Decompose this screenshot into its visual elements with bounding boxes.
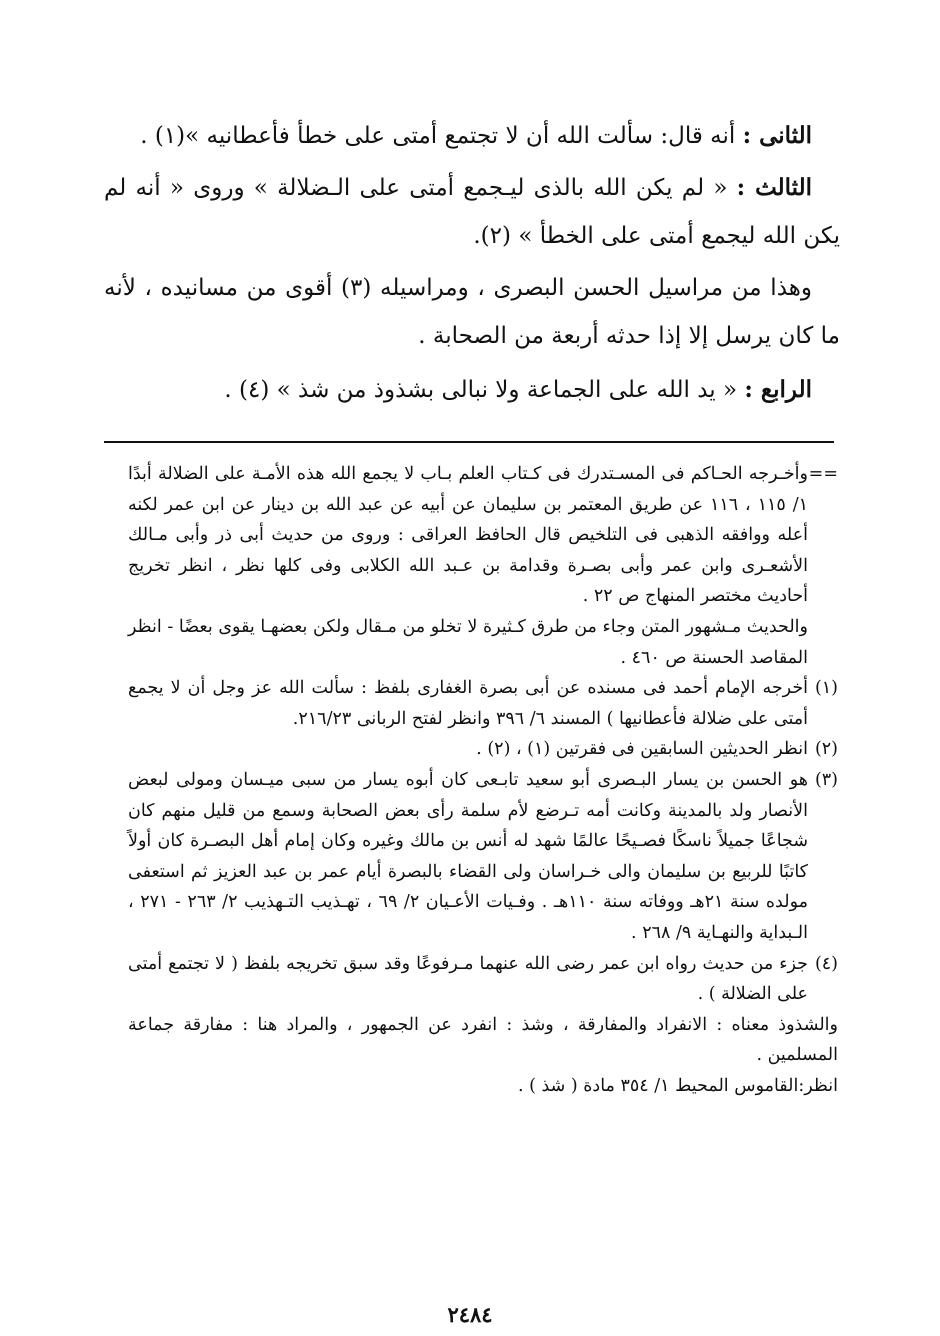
main-text [104,112,840,414]
footnote-marker: (١) [814,678,838,699]
paragraph-third [104,164,840,260]
footnote-text: هو الحسن بن يسار البـصرى أبو سعيد تابـعى كان أبوه يسار من سبى ميـسان ومولى لبعض الأنصار ولد بالمدينة وكانت أمه تـرضع لأم سلمة رأى بعض الصحابة وسمع من قليل منهم كان شجاعًا جميلاً ناسكًا فصـيحًا عالمًا شهد له أنس بن مالك وغيره وكان إمام أهل البصـرة كان أولاً كاتبًا للربيع بن سليمان والى خـراسان ولى القضاء بالبصرة أيام عمر بن عبد العزيز ثم استعفى مولده سنة ٢١هـ ووفاته سنة ١١٠هـ . وفـيات الأعـيان ٢/ ٦٩ ، تهـذيب التـهذيب ٢/ ٢٦٣ - ٢٧١ ، الـبداية والنهـاية ٩/ ٢٦٨ . [128,769,808,943]
paragraph-text: أنه قال: سألت الله أن لا تجتمع أمتى على خطأ فأعطانيه »(١) . [140,123,743,149]
footnote-text: انظر الحديثين السابقين فى فقرتين (١) ، (٢) . [476,739,808,760]
footnote-4 [128,949,838,1010]
paragraph-lead: الثانى : [742,122,812,149]
footnote-divider [104,441,834,443]
continuation-mark: == [808,464,838,484]
paragraph-hasan: وهذا من مراسيل الحسن البصرى ، ومراسيله (٣) أقوى من مسانيده ، لأنه ما كان يرسل إلا إذا حدثه أربعة من الصحابة . [104,275,840,349]
footnote-marker: (٣) [814,769,838,790]
paragraph-fourth [104,366,840,414]
paragraph-text: « لم يكن الله بالذى ليـجمع أمتى على الـضلالة » وروى « أنه لم يكن الله ليجمع أمتى على الخطأ » (٢). [104,175,840,249]
footnote-paragraph: انظر:القاموس المحيط ١/ ٣٥٤ مادة ( شذ ) . [517,1075,838,1096]
footnote-2 [128,734,838,765]
footnotes [128,459,838,1101]
footnote-marker: (٢) [814,739,838,760]
footnote-paragraph: والحديث مـشهور المتن وجاء من طرق كـثيرة لا تخلو من مـقال ولكن بعضهـا يقوى بعضًا - انظر المقاصد الحسنة ص ٤٦٠ . [128,616,808,668]
paragraph-lead: الثالث : [736,174,813,201]
paragraph-lead: الرابع : [744,376,812,403]
footnote-1 [128,673,838,734]
footnote-text: وأخـرجه الحـاكم فى المسـتدرك فى كـتاب العلم بـاب لا يجمع الله هذه الأمـة على الضلالة أبدًا ١/ ١١٥ ، ١١٦ عن طريق المعتمر بن سليمان عن أبيه عن عبد الله بن دينار عن ابن عمر لكنه أعله ووافقه الذهبى فى التلخيص قال الحافظ العراقى : وروى من حديث أبى ذر وأبى مـالك الأشعـرى وابن عمر وأبى بصـرة وقدامة بن عـبد الله الكلابى وفى كلها نظر ، انظر تخريج أحاديث مختصر المنهاج ص ٢٢ . [128,464,808,607]
footnote-3 [128,765,838,949]
footnote-text: أخرجه الإمام أحمد فى مسنده عن أبى بصرة الغفارى بلفظ : سألت الله عز وجل أن لا يجمع أمتى على ضلالة فأعطانيها ) المسند ٦/ ٣٩٦ وانظر لفتح الربانى ٢١٦/٢٣. [128,678,808,729]
footnote-continued [128,459,838,612]
paragraph-text: « يد الله على الجماعة ولا نبالى بشذوذ من شذ » (٤) . [224,377,745,403]
footnote-paragraph: والشذوذ معناه : الانفراد والمفارقة ، وشذ : انفرد عن الجمهور ، والمراد هنا : مفارقة جماعة المسلمين . [128,1014,838,1066]
paragraph-second [104,112,840,160]
footnote-marker: (٤) [814,953,838,974]
page-number: ٢٤٨٤ [447,1302,493,1327]
footnote-text: جزء من حديث رواه ابن عمر رضى الله عنهما مـرفوعًا وقد سبق تخريجه بلفظ ( لا تجتمع أمتى على الضلالة ) . [128,953,808,1005]
